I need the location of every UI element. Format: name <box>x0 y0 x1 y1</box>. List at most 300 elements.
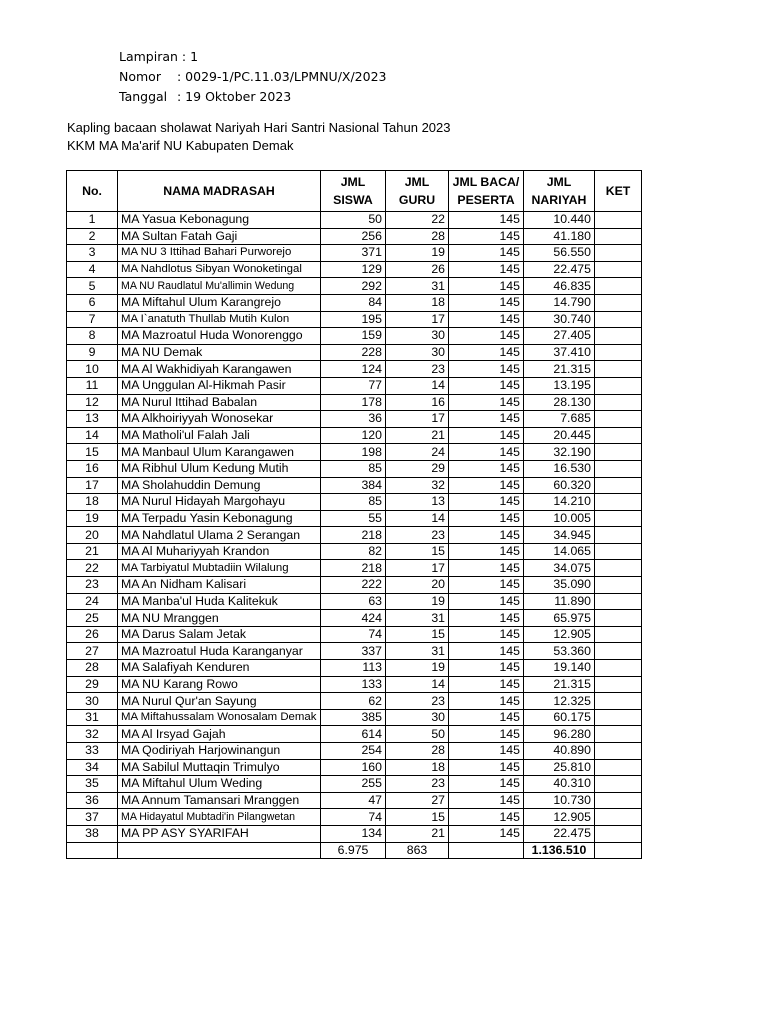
table-row <box>67 743 642 760</box>
row-siswa: 124 <box>321 361 386 378</box>
row-guru: 27 <box>386 792 449 809</box>
row-nama: MA Salafiyah Kenduren <box>118 660 321 677</box>
row-nariyah: 28.130 <box>524 394 595 411</box>
row-baca: 145 <box>449 660 524 677</box>
row-baca: 145 <box>449 311 524 328</box>
table-row <box>67 709 642 726</box>
table-row <box>67 593 642 610</box>
row-baca: 145 <box>449 693 524 710</box>
row-nariyah: 12.905 <box>524 809 595 826</box>
row-guru: 23 <box>386 527 449 544</box>
row-nama: MA Al Muhariyyah Krandon <box>118 543 321 560</box>
row-nariyah: 34.945 <box>524 527 595 544</box>
row-guru: 14 <box>386 377 449 394</box>
row-nariyah: 10.005 <box>524 510 595 527</box>
total-guru: 863 <box>386 842 449 859</box>
row-ket <box>595 377 642 394</box>
total-siswa: 6.975 <box>321 842 386 859</box>
row-nama: MA Al Irsyad Gajah <box>118 726 321 743</box>
row-nama: MA Sultan Fatah Gaji <box>118 228 321 245</box>
table-row <box>67 245 642 262</box>
row-nama: MA Nurul Hidayah Margohayu <box>118 494 321 511</box>
table-row <box>67 278 642 295</box>
row-guru: 22 <box>386 212 449 229</box>
row-nariyah: 7.685 <box>524 411 595 428</box>
row-nama: MA I`anatuth Thullab Mutih Kulon <box>118 311 321 328</box>
table-row <box>67 228 642 245</box>
row-no: 11 <box>67 377 118 394</box>
row-baca: 145 <box>449 460 524 477</box>
row-guru: 30 <box>386 328 449 345</box>
row-no: 3 <box>67 245 118 262</box>
table-row <box>67 792 642 809</box>
row-ket <box>595 577 642 594</box>
row-siswa: 160 <box>321 759 386 776</box>
table-header-row <box>67 171 642 212</box>
row-guru: 29 <box>386 460 449 477</box>
row-guru: 17 <box>386 311 449 328</box>
row-ket <box>595 527 642 544</box>
row-guru: 14 <box>386 676 449 693</box>
table-row <box>67 328 642 345</box>
row-ket <box>595 626 642 643</box>
row-guru: 15 <box>386 809 449 826</box>
row-no: 21 <box>67 543 118 560</box>
nomor-label: Nomor <box>119 69 161 84</box>
row-no: 16 <box>67 460 118 477</box>
table-row <box>67 212 642 229</box>
row-no: 2 <box>67 228 118 245</box>
table-row <box>67 693 642 710</box>
row-ket <box>595 212 642 229</box>
row-nariyah: 13.195 <box>524 377 595 394</box>
row-ket <box>595 427 642 444</box>
row-nama: MA Nahdlotus Sibyan Wonoketingal <box>118 261 321 278</box>
row-no: 8 <box>67 328 118 345</box>
document-header <box>119 47 387 107</box>
row-nama: MA Sabilul Muttaqin Trimulyo <box>118 759 321 776</box>
row-ket <box>595 676 642 693</box>
total-baca <box>449 842 524 859</box>
row-siswa: 292 <box>321 278 386 295</box>
row-no: 14 <box>67 427 118 444</box>
row-guru: 18 <box>386 294 449 311</box>
row-nariyah: 14.065 <box>524 543 595 560</box>
table-row <box>67 626 642 643</box>
row-guru: 30 <box>386 709 449 726</box>
row-no: 27 <box>67 643 118 660</box>
row-baca: 145 <box>449 825 524 842</box>
row-nariyah: 34.075 <box>524 560 595 577</box>
row-nariyah: 60.175 <box>524 709 595 726</box>
row-baca: 145 <box>449 743 524 760</box>
row-ket <box>595 261 642 278</box>
row-siswa: 77 <box>321 377 386 394</box>
row-nariyah: 96.280 <box>524 726 595 743</box>
row-no: 7 <box>67 311 118 328</box>
row-guru: 15 <box>386 626 449 643</box>
lampiran-value: : 1 <box>181 49 199 64</box>
table-row <box>67 560 642 577</box>
row-no: 33 <box>67 743 118 760</box>
row-no: 13 <box>67 411 118 428</box>
row-baca: 145 <box>449 560 524 577</box>
row-siswa: 337 <box>321 643 386 660</box>
row-no: 1 <box>67 212 118 229</box>
row-nama: MA NU 3 Ittihad Bahari Purworejo <box>118 245 321 262</box>
row-no: 32 <box>67 726 118 743</box>
row-guru: 17 <box>386 411 449 428</box>
row-guru: 17 <box>386 560 449 577</box>
row-nama: MA NU Demak <box>118 344 321 361</box>
row-nariyah: 37.410 <box>524 344 595 361</box>
row-no: 34 <box>67 759 118 776</box>
row-nama: MA Terpadu Yasin Kebonagung <box>118 510 321 527</box>
row-siswa: 36 <box>321 411 386 428</box>
row-ket <box>595 444 642 461</box>
row-guru: 20 <box>386 577 449 594</box>
row-siswa: 159 <box>321 328 386 345</box>
row-nariyah: 22.475 <box>524 261 595 278</box>
tanggal-value: : 19 Oktober 2023 <box>177 89 292 104</box>
row-nariyah: 14.210 <box>524 494 595 511</box>
row-nariyah: 21.315 <box>524 361 595 378</box>
row-no: 10 <box>67 361 118 378</box>
table-row <box>67 377 642 394</box>
table-row <box>67 411 642 428</box>
row-nariyah: 27.405 <box>524 328 595 345</box>
table-row <box>67 510 642 527</box>
title-line-1: Kapling bacaan sholawat Nariyah Hari Santri Nasional Tahun 2023 <box>67 120 451 135</box>
row-baca: 145 <box>449 577 524 594</box>
row-no: 20 <box>67 527 118 544</box>
row-baca: 145 <box>449 776 524 793</box>
row-guru: 21 <box>386 427 449 444</box>
row-nariyah: 65.975 <box>524 610 595 627</box>
row-siswa: 228 <box>321 344 386 361</box>
row-nariyah: 30.740 <box>524 311 595 328</box>
row-nama: MA Sholahuddin Demung <box>118 477 321 494</box>
row-guru: 31 <box>386 610 449 627</box>
row-nariyah: 40.890 <box>524 743 595 760</box>
row-no: 31 <box>67 709 118 726</box>
nomor-line <box>119 67 387 87</box>
row-baca: 145 <box>449 726 524 743</box>
row-no: 25 <box>67 610 118 627</box>
row-guru: 19 <box>386 593 449 610</box>
row-guru: 30 <box>386 344 449 361</box>
lampiran-line <box>119 47 387 67</box>
row-guru: 13 <box>386 494 449 511</box>
row-guru: 23 <box>386 776 449 793</box>
row-nariyah: 53.360 <box>524 643 595 660</box>
row-nama: MA Unggulan Al-Hikmah Pasir <box>118 377 321 394</box>
row-ket <box>595 278 642 295</box>
row-guru: 19 <box>386 660 449 677</box>
row-no: 30 <box>67 693 118 710</box>
row-baca: 145 <box>449 294 524 311</box>
table-row <box>67 294 642 311</box>
row-ket <box>595 228 642 245</box>
row-baca: 145 <box>449 510 524 527</box>
row-no: 4 <box>67 261 118 278</box>
row-ket <box>595 593 642 610</box>
col-baca: JML BACA/ PESERTA <box>449 171 524 212</box>
row-baca: 145 <box>449 676 524 693</box>
row-siswa: 614 <box>321 726 386 743</box>
row-nama: MA Tarbiyatul Mubtadiin Wilalung <box>118 560 321 577</box>
col-no: No. <box>67 171 118 212</box>
row-baca: 145 <box>449 759 524 776</box>
table-row <box>67 577 642 594</box>
row-ket <box>595 726 642 743</box>
row-siswa: 85 <box>321 460 386 477</box>
row-nariyah: 10.730 <box>524 792 595 809</box>
row-nariyah: 35.090 <box>524 577 595 594</box>
row-siswa: 50 <box>321 212 386 229</box>
row-ket <box>595 825 642 842</box>
row-ket <box>595 294 642 311</box>
row-siswa: 113 <box>321 660 386 677</box>
row-nariyah: 14.790 <box>524 294 595 311</box>
row-siswa: 424 <box>321 610 386 627</box>
row-guru: 24 <box>386 444 449 461</box>
table-row <box>67 643 642 660</box>
row-ket <box>595 328 642 345</box>
table-row <box>67 543 642 560</box>
row-nariyah: 12.325 <box>524 693 595 710</box>
row-no: 12 <box>67 394 118 411</box>
row-nariyah: 41.180 <box>524 228 595 245</box>
table-row <box>67 676 642 693</box>
table-row <box>67 759 642 776</box>
row-nariyah: 46.835 <box>524 278 595 295</box>
table-row <box>67 494 642 511</box>
row-no: 28 <box>67 660 118 677</box>
row-siswa: 55 <box>321 510 386 527</box>
row-no: 18 <box>67 494 118 511</box>
row-siswa: 218 <box>321 560 386 577</box>
total-no <box>67 842 118 859</box>
row-no: 35 <box>67 776 118 793</box>
table-row <box>67 477 642 494</box>
row-nama: MA Manba'ul Huda Kalitekuk <box>118 593 321 610</box>
row-guru: 50 <box>386 726 449 743</box>
row-nama: MA Qodiriyah Harjowinangun <box>118 743 321 760</box>
row-nama: MA Miftahul Ulum Weding <box>118 776 321 793</box>
row-siswa: 133 <box>321 676 386 693</box>
row-nama: MA Nahdlatul Ulama 2 Serangan <box>118 527 321 544</box>
row-ket <box>595 792 642 809</box>
row-no: 24 <box>67 593 118 610</box>
row-no: 9 <box>67 344 118 361</box>
row-no: 5 <box>67 278 118 295</box>
table-row <box>67 809 642 826</box>
col-nariyah: JML NARIYAH <box>524 171 595 212</box>
row-baca: 145 <box>449 361 524 378</box>
row-baca: 145 <box>449 809 524 826</box>
row-ket <box>595 809 642 826</box>
table-row <box>67 427 642 444</box>
row-ket <box>595 494 642 511</box>
table-row <box>67 776 642 793</box>
row-ket <box>595 510 642 527</box>
row-nariyah: 20.445 <box>524 427 595 444</box>
row-nama: MA Mazroatul Huda Wonorenggo <box>118 328 321 345</box>
row-siswa: 218 <box>321 527 386 544</box>
row-baca: 145 <box>449 245 524 262</box>
table-row <box>67 394 642 411</box>
row-guru: 21 <box>386 825 449 842</box>
row-ket <box>595 643 642 660</box>
row-ket <box>595 693 642 710</box>
table-row <box>67 726 642 743</box>
row-baca: 145 <box>449 394 524 411</box>
row-siswa: 129 <box>321 261 386 278</box>
row-nariyah: 10.440 <box>524 212 595 229</box>
row-baca: 145 <box>449 792 524 809</box>
row-ket <box>595 344 642 361</box>
row-nama: MA Matholi'ul Falah Jali <box>118 427 321 444</box>
row-nama: MA Ribhul Ulum Kedung Mutih <box>118 460 321 477</box>
row-nama: MA Nurul Qur'an Sayung <box>118 693 321 710</box>
row-siswa: 134 <box>321 825 386 842</box>
row-siswa: 256 <box>321 228 386 245</box>
row-no: 17 <box>67 477 118 494</box>
row-nama: MA Manbaul Ulum Karangawen <box>118 444 321 461</box>
document-title <box>67 119 451 155</box>
row-nama: MA PP ASY SYARIFAH <box>118 825 321 842</box>
row-guru: 15 <box>386 543 449 560</box>
row-ket <box>595 660 642 677</box>
row-nama: MA Nurul Ittihad Babalan <box>118 394 321 411</box>
col-ket: KET <box>595 171 642 212</box>
row-guru: 31 <box>386 643 449 660</box>
totals-row <box>67 842 642 859</box>
row-guru: 19 <box>386 245 449 262</box>
row-nama: MA Darus Salam Jetak <box>118 626 321 643</box>
row-nariyah: 60.320 <box>524 477 595 494</box>
row-no: 29 <box>67 676 118 693</box>
row-baca: 145 <box>449 427 524 444</box>
row-nariyah: 21.315 <box>524 676 595 693</box>
lampiran-label: Lampiran <box>119 49 178 64</box>
row-baca: 145 <box>449 709 524 726</box>
row-ket <box>595 460 642 477</box>
row-nama: MA NU Mranggen <box>118 610 321 627</box>
row-siswa: 47 <box>321 792 386 809</box>
row-siswa: 178 <box>321 394 386 411</box>
row-nama: MA Alkhoiriyyah Wonosekar <box>118 411 321 428</box>
row-no: 26 <box>67 626 118 643</box>
row-no: 38 <box>67 825 118 842</box>
row-baca: 145 <box>449 444 524 461</box>
row-ket <box>595 709 642 726</box>
row-no: 15 <box>67 444 118 461</box>
row-nama: MA NU Karang Rowo <box>118 676 321 693</box>
table-row <box>67 311 642 328</box>
row-nama: MA Al Wakhidiyah Karangawen <box>118 361 321 378</box>
table-row <box>67 460 642 477</box>
row-siswa: 222 <box>321 577 386 594</box>
row-nariyah: 25.810 <box>524 759 595 776</box>
row-nama: MA Annum Tamansari Mranggen <box>118 792 321 809</box>
row-baca: 145 <box>449 626 524 643</box>
row-baca: 145 <box>449 494 524 511</box>
row-siswa: 63 <box>321 593 386 610</box>
row-siswa: 195 <box>321 311 386 328</box>
row-siswa: 254 <box>321 743 386 760</box>
row-ket <box>595 245 642 262</box>
row-nama: MA NU Raudlatul Mu'allimin Wedung <box>118 278 321 295</box>
row-no: 6 <box>67 294 118 311</box>
row-baca: 145 <box>449 477 524 494</box>
table-row <box>67 344 642 361</box>
row-baca: 145 <box>449 344 524 361</box>
row-nama: MA Hidayatul Mubtadi'in Pilangwetan <box>118 809 321 826</box>
row-ket <box>595 610 642 627</box>
row-guru: 26 <box>386 261 449 278</box>
table-row <box>67 825 642 842</box>
row-guru: 28 <box>386 228 449 245</box>
row-baca: 145 <box>449 377 524 394</box>
row-guru: 18 <box>386 759 449 776</box>
row-ket <box>595 743 642 760</box>
row-baca: 145 <box>449 411 524 428</box>
table-row <box>67 610 642 627</box>
row-ket <box>595 776 642 793</box>
nomor-value: : 0029-1/PC.11.03/LPMNU/X/2023 <box>177 69 387 84</box>
row-ket <box>595 560 642 577</box>
row-ket <box>595 361 642 378</box>
row-no: 19 <box>67 510 118 527</box>
row-ket <box>595 477 642 494</box>
row-no: 22 <box>67 560 118 577</box>
table-row <box>67 527 642 544</box>
row-siswa: 385 <box>321 709 386 726</box>
row-guru: 23 <box>386 361 449 378</box>
col-guru: JML GURU <box>386 171 449 212</box>
row-siswa: 384 <box>321 477 386 494</box>
row-nama: MA Yasua Kebonagung <box>118 212 321 229</box>
row-ket <box>595 543 642 560</box>
row-siswa: 371 <box>321 245 386 262</box>
row-ket <box>595 411 642 428</box>
row-no: 37 <box>67 809 118 826</box>
row-nariyah: 22.475 <box>524 825 595 842</box>
total-nariyah: 1.136.510 <box>524 842 595 859</box>
table-row <box>67 444 642 461</box>
row-guru: 28 <box>386 743 449 760</box>
row-ket <box>595 311 642 328</box>
tanggal-label: Tanggal <box>119 89 168 104</box>
madrasah-table <box>66 170 642 859</box>
row-ket <box>595 394 642 411</box>
row-nariyah: 32.190 <box>524 444 595 461</box>
row-guru: 32 <box>386 477 449 494</box>
row-nariyah: 56.550 <box>524 245 595 262</box>
row-baca: 145 <box>449 212 524 229</box>
row-guru: 23 <box>386 693 449 710</box>
row-siswa: 198 <box>321 444 386 461</box>
row-nama: MA Mazroatul Huda Karanganyar <box>118 643 321 660</box>
row-nama: MA An Nidham Kalisari <box>118 577 321 594</box>
row-baca: 145 <box>449 527 524 544</box>
total-nama <box>118 842 321 859</box>
row-nariyah: 19.140 <box>524 660 595 677</box>
row-siswa: 85 <box>321 494 386 511</box>
row-nama: MA Miftahul Ulum Karangrejo <box>118 294 321 311</box>
